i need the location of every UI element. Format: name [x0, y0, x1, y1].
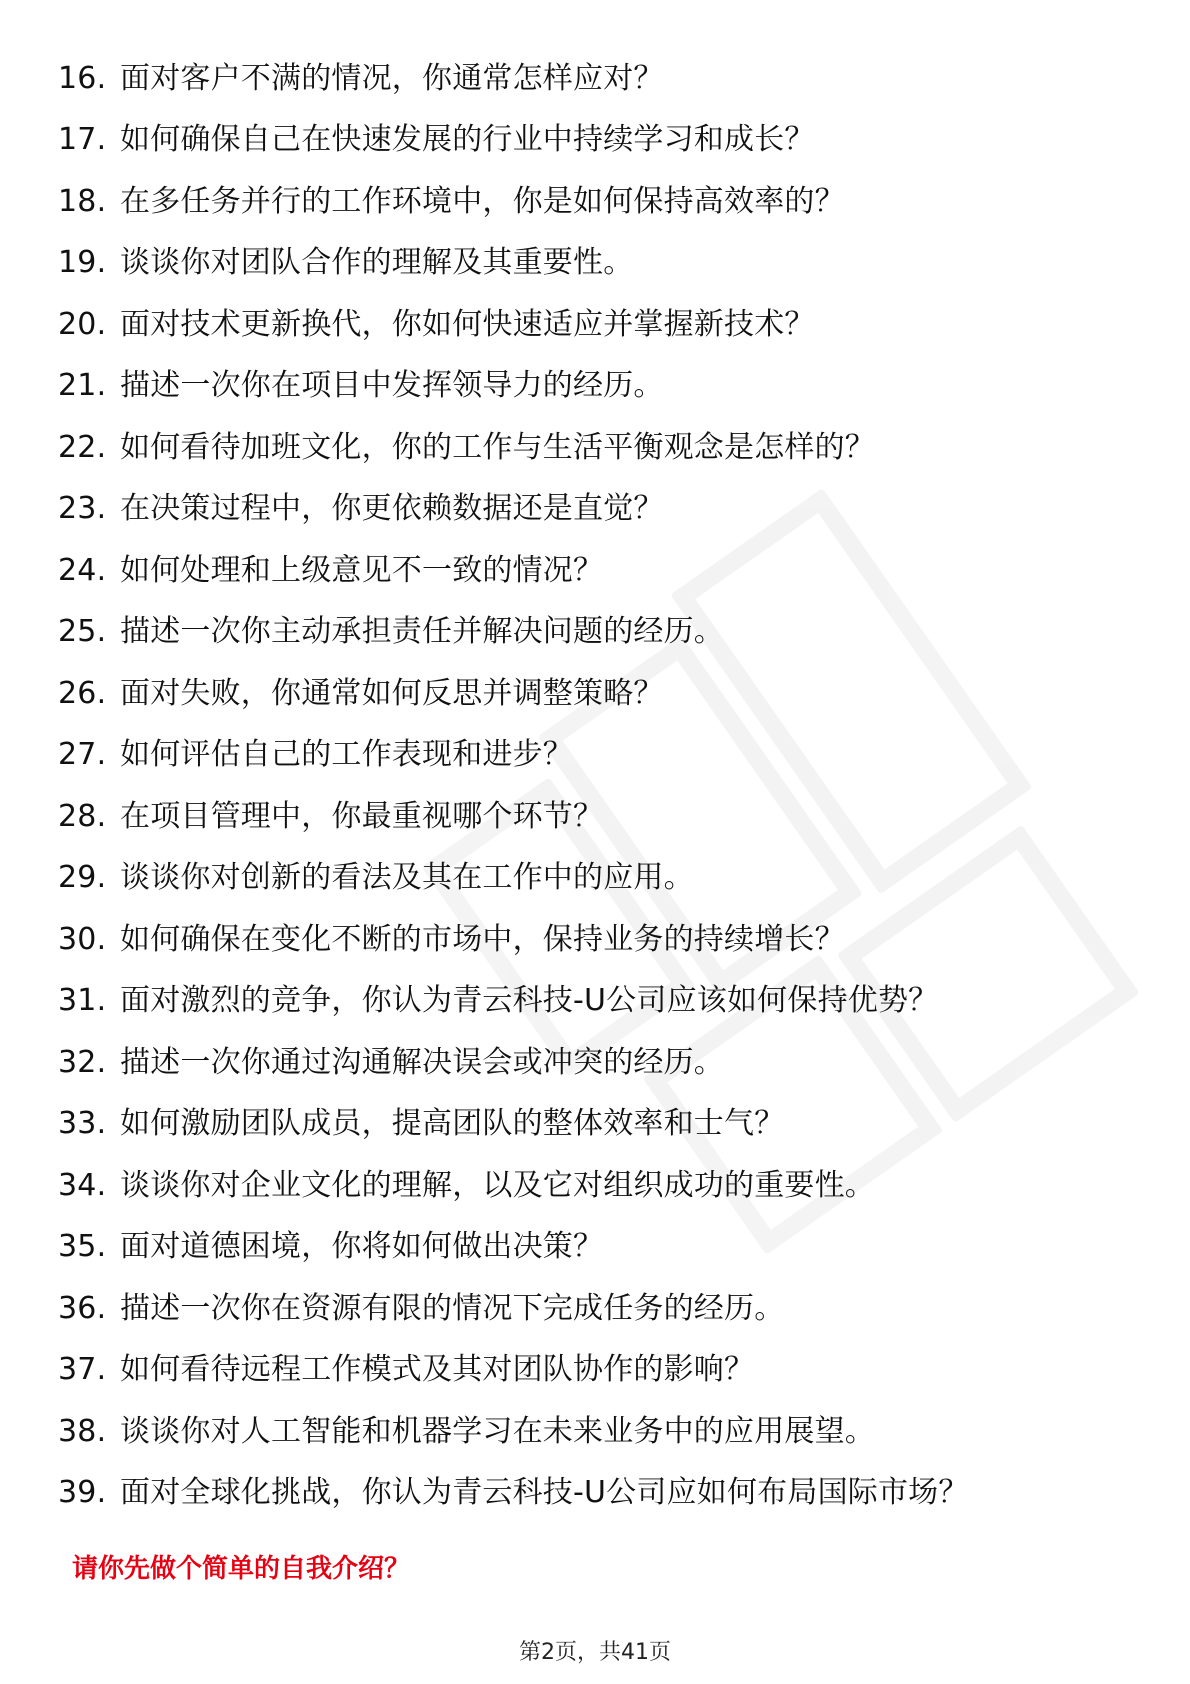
- question-text: 面对技术更新换代，你如何快速适应并掌握新技术？: [120, 306, 815, 342]
- question-text: 面对道德困境，你将如何做出决策？: [120, 1229, 604, 1265]
- question-item: [58, 294, 1138, 356]
- question-number: 32.: [58, 1044, 107, 1080]
- question-number: 37.: [58, 1352, 107, 1388]
- question-list: [58, 48, 1138, 1524]
- question-number: 34.: [58, 1167, 107, 1203]
- question-number: 31.: [58, 983, 107, 1019]
- question-item: [58, 1278, 1138, 1340]
- question-item: [58, 1340, 1138, 1402]
- question-number: 19.: [58, 245, 107, 281]
- question-item: [58, 1094, 1138, 1156]
- question-text: 谈谈你对创新的看法及其在工作中的应用。: [120, 860, 694, 896]
- question-text: 在多任务并行的工作环境中，你是如何保持高效率的？: [120, 183, 845, 219]
- question-item: [58, 48, 1138, 110]
- question-text: 如何看待加班文化，你的工作与生活平衡观念是怎样的？: [120, 429, 875, 465]
- question-text: 描述一次你在资源有限的情况下完成任务的经历。: [120, 1290, 785, 1326]
- question-text: 谈谈你对企业文化的理解，以及它对组织成功的重要性。: [120, 1167, 875, 1203]
- question-number: 26.: [58, 675, 107, 711]
- question-number: 38.: [58, 1413, 107, 1449]
- question-text: 面对客户不满的情况，你通常怎样应对？: [120, 60, 664, 96]
- question-number: 35.: [58, 1229, 107, 1265]
- self-intro-prompt: 请你先做个简单的自我介绍？: [72, 1554, 411, 1584]
- question-number: 23.: [58, 491, 107, 527]
- question-number: 36.: [58, 1290, 107, 1326]
- question-number: 29.: [58, 860, 107, 896]
- question-item: [58, 1463, 1138, 1525]
- question-text: 谈谈你对人工智能和机器学习在未来业务中的应用展望。: [120, 1413, 875, 1449]
- question-text: 如何处理和上级意见不一致的情况？: [120, 552, 604, 588]
- question-text: 如何激励团队成员，提高团队的整体效率和士气？: [120, 1106, 785, 1142]
- question-number: 17.: [58, 122, 107, 158]
- question-number: 22.: [58, 429, 107, 465]
- question-number: 20.: [58, 306, 107, 342]
- question-item: [58, 725, 1138, 787]
- question-number: 33.: [58, 1106, 107, 1142]
- question-text: 如何看待远程工作模式及其对团队协作的影响？: [120, 1352, 755, 1388]
- question-item: [58, 233, 1138, 295]
- question-item: [58, 1155, 1138, 1217]
- question-item: [58, 786, 1138, 848]
- question-number: 21.: [58, 368, 107, 404]
- question-item: [58, 909, 1138, 971]
- question-item: [58, 417, 1138, 479]
- question-item: [58, 171, 1138, 233]
- question-item: [58, 848, 1138, 910]
- question-number: 30.: [58, 921, 107, 957]
- question-number: 28.: [58, 798, 107, 834]
- question-text: 描述一次你在项目中发挥领导力的经历。: [120, 368, 664, 404]
- question-number: 25.: [58, 614, 107, 650]
- question-text: 如何确保自己在快速发展的行业中持续学习和成长？: [120, 122, 815, 158]
- question-number: 24.: [58, 552, 107, 588]
- question-item: [58, 602, 1138, 664]
- question-text: 在决策过程中，你更依赖数据还是直觉？: [120, 491, 664, 527]
- question-item: [58, 1032, 1138, 1094]
- question-number: 39.: [58, 1475, 107, 1511]
- question-number: 16.: [58, 60, 107, 96]
- question-text: 面对失败，你通常如何反思并调整策略？: [120, 675, 664, 711]
- question-item: [58, 356, 1138, 418]
- question-number: 27.: [58, 737, 107, 773]
- question-item: [58, 540, 1138, 602]
- question-text: 在项目管理中，你最重视哪个环节？: [120, 798, 604, 834]
- question-text: 如何确保在变化不断的市场中，保持业务的持续增长？: [120, 921, 845, 957]
- question-item: [58, 1401, 1138, 1463]
- question-text: 如何评估自己的工作表现和进步？: [120, 737, 573, 773]
- question-text: 面对激烈的竞争，你认为青云科技-U公司应该如何保持优势？: [120, 983, 939, 1019]
- question-text: 描述一次你通过沟通解决误会或冲突的经历。: [120, 1044, 724, 1080]
- question-text: 谈谈你对团队合作的理解及其重要性。: [120, 245, 634, 281]
- question-item: [58, 971, 1138, 1033]
- question-text: 面对全球化挑战，你认为青云科技-U公司应如何布局国际市场？: [120, 1475, 969, 1511]
- page-footer: 第2页，共41页: [519, 1640, 671, 1665]
- question-number: 18.: [58, 183, 107, 219]
- question-item: [58, 663, 1138, 725]
- question-item: [58, 479, 1138, 541]
- question-item: [58, 110, 1138, 172]
- question-item: [58, 1217, 1138, 1279]
- question-text: 描述一次你主动承担责任并解决问题的经历。: [120, 614, 724, 650]
